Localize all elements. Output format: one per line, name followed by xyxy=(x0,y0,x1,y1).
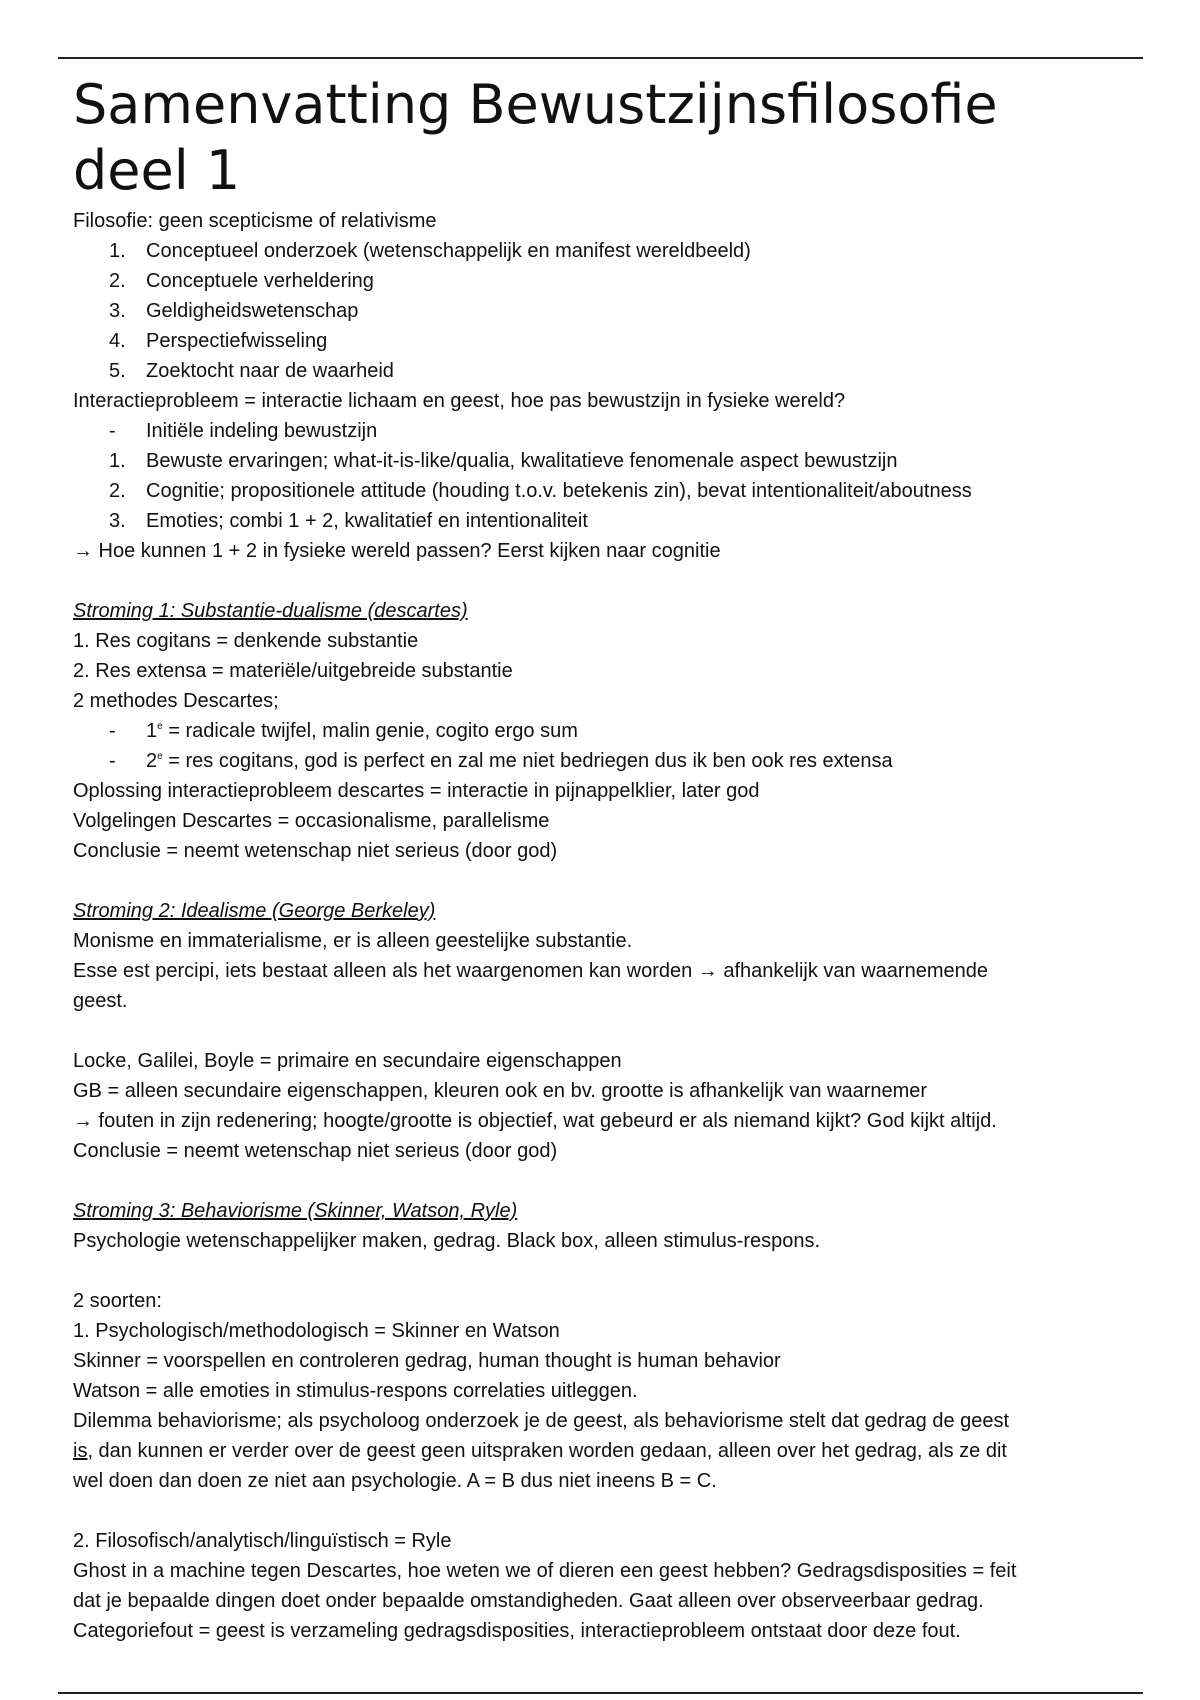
paragraph-line: Volgelingen Descartes = occasionalisme, parallelisme xyxy=(73,810,550,832)
top-rule xyxy=(58,57,1143,59)
list-item: 2. Cognitie; propositionele attitude (houding t.o.v. betekenis zin), bevat intentionaliteit/aboutness xyxy=(109,480,972,502)
paragraph-line: 2 soorten: xyxy=(73,1290,162,1312)
paragraph-line: 2 methodes Descartes; xyxy=(73,690,279,712)
paragraph-line: geest. xyxy=(73,990,128,1012)
list-item: 3. Emoties; combi 1 + 2, kwalitatief en intentionaliteit xyxy=(109,510,588,532)
paragraph-line: Watson = alle emoties in stimulus-respons correlaties uitleggen. xyxy=(73,1380,638,1402)
paragraph-line: 2. Filosofisch/analytisch/linguïstisch = Ryle xyxy=(73,1530,452,1552)
interactieprobleem-line: Interactieprobleem = interactie lichaam en geest, hoe pas bewustzijn in fysieke wereld? xyxy=(73,390,846,412)
paragraph-line: wel doen dan doen ze niet aan psychologie. A = B dus niet ineens B = C. xyxy=(73,1470,717,1492)
list-item: 1. Bewuste ervaringen; what-it-is-like/qualia, kwalitatieve fenomenale aspect bewustzijn xyxy=(109,450,898,472)
section-heading: Stroming 1: Substantie-dualisme (descartes) xyxy=(73,600,468,622)
filosofie-line: Filosofie: geen scepticisme of relativisme xyxy=(73,210,437,232)
section-heading: Stroming 3: Behaviorisme (Skinner, Watson, Ryle) xyxy=(73,1200,518,1222)
document-page xyxy=(73,72,1138,1646)
paragraph-line: Esse est percipi, iets bestaat alleen als het waargenomen kan worden → afhankelijk van waarnemende xyxy=(73,960,988,982)
list-item: 2. Conceptuele verheldering xyxy=(109,270,374,292)
spacer xyxy=(73,566,1138,596)
paragraph-line: Categoriefout = geest is verzameling gedragsdisposities, interactieprobleem ontstaat door deze fout. xyxy=(73,1620,961,1642)
paragraph-line: Locke, Galilei, Boyle = primaire en secundaire eigenschappen xyxy=(73,1050,622,1072)
list-item: 3. Geldigheidswetenschap xyxy=(109,300,359,322)
section-heading: Stroming 2: Idealisme (George Berkeley) xyxy=(73,900,436,922)
paragraph-line: is, dan kunnen er verder over de geest geen uitspraken worden gedaan, alleen over het gedrag, als ze dit xyxy=(73,1440,1007,1462)
spacer xyxy=(73,1016,1138,1046)
list-item: 1. Conceptueel onderzoek (wetenschappelijk en manifest wereldbeeld) xyxy=(109,240,751,262)
paragraph-line: dat je bepaalde dingen doet onder bepaalde omstandigheden. Gaat alleen over observeerbaar gedrag. xyxy=(73,1590,984,1612)
list-item: 4. Perspectiefwisseling xyxy=(109,330,328,352)
spacer xyxy=(73,866,1138,896)
paragraph-line: → fouten in zijn redenering; hoogte/grootte is objectief, wat gebeurd er als niemand kijkt? God kijkt altijd. xyxy=(73,1110,997,1132)
paragraph-line: Oplossing interactieprobleem descartes = interactie in pijnappelklier, later god xyxy=(73,780,760,802)
list-item: - $2^e$ = res cogitans, god is perfect en zal me niet bedriegen dus ik ben ook res extensa xyxy=(109,750,893,772)
document-title xyxy=(73,72,1138,204)
bottom-rule xyxy=(58,1692,1143,1694)
title-line-1: Samenvatting Bewustzijnsfilosofie xyxy=(73,73,998,136)
paragraph-line: Dilemma behaviorisme; als psycholoog onderzoek je de geest, als behaviorisme stelt dat gedrag de geest xyxy=(73,1410,1010,1432)
paragraph-line: Monisme en immaterialisme, er is alleen geestelijke substantie. xyxy=(73,930,633,952)
arrow-line: → Hoe kunnen 1 + 2 in fysieke wereld passen? Eerst kijken naar cognitie xyxy=(73,540,721,562)
paragraph-line: 1. Psychologisch/methodologisch = Skinner en Watson xyxy=(73,1320,560,1342)
spacer xyxy=(73,1496,1138,1526)
title-line-2: deel 1 xyxy=(73,139,241,202)
paragraph-line: 2. Res extensa = materiële/uitgebreide substantie xyxy=(73,660,513,682)
spacer xyxy=(73,1166,1138,1196)
underlined-word: is, xyxy=(73,1440,93,1462)
paragraph-line: Ghost in a machine tegen Descartes, hoe weten we of dieren een geest hebben? Gedragsdisposities = feit xyxy=(73,1560,1017,1582)
paragraph-line: Skinner = voorspellen en controleren gedrag, human thought is human behavior xyxy=(73,1350,781,1372)
paragraph-line: Conclusie = neemt wetenschap niet serieus (door god) xyxy=(73,1140,558,1162)
paragraph-line: 1. Res cogitans = denkende substantie xyxy=(73,630,419,652)
paragraph-line: GB = alleen secundaire eigenschappen, kleuren ook en bv. grootte is afhankelijk van waarnemer xyxy=(73,1080,928,1102)
paragraph-line: Conclusie = neemt wetenschap niet serieus (door god) xyxy=(73,840,558,862)
list-item: - $1^e$ = radicale twijfel, malin genie, cogito ergo sum xyxy=(109,720,578,742)
spacer xyxy=(73,1256,1138,1286)
paragraph-line: Psychologie wetenschappelijker maken, gedrag. Black box, alleen stimulus-respons. xyxy=(73,1230,821,1252)
list-item: 5. Zoektocht naar de waarheid xyxy=(109,360,394,382)
list-item: - Initiële indeling bewustzijn xyxy=(109,420,378,442)
